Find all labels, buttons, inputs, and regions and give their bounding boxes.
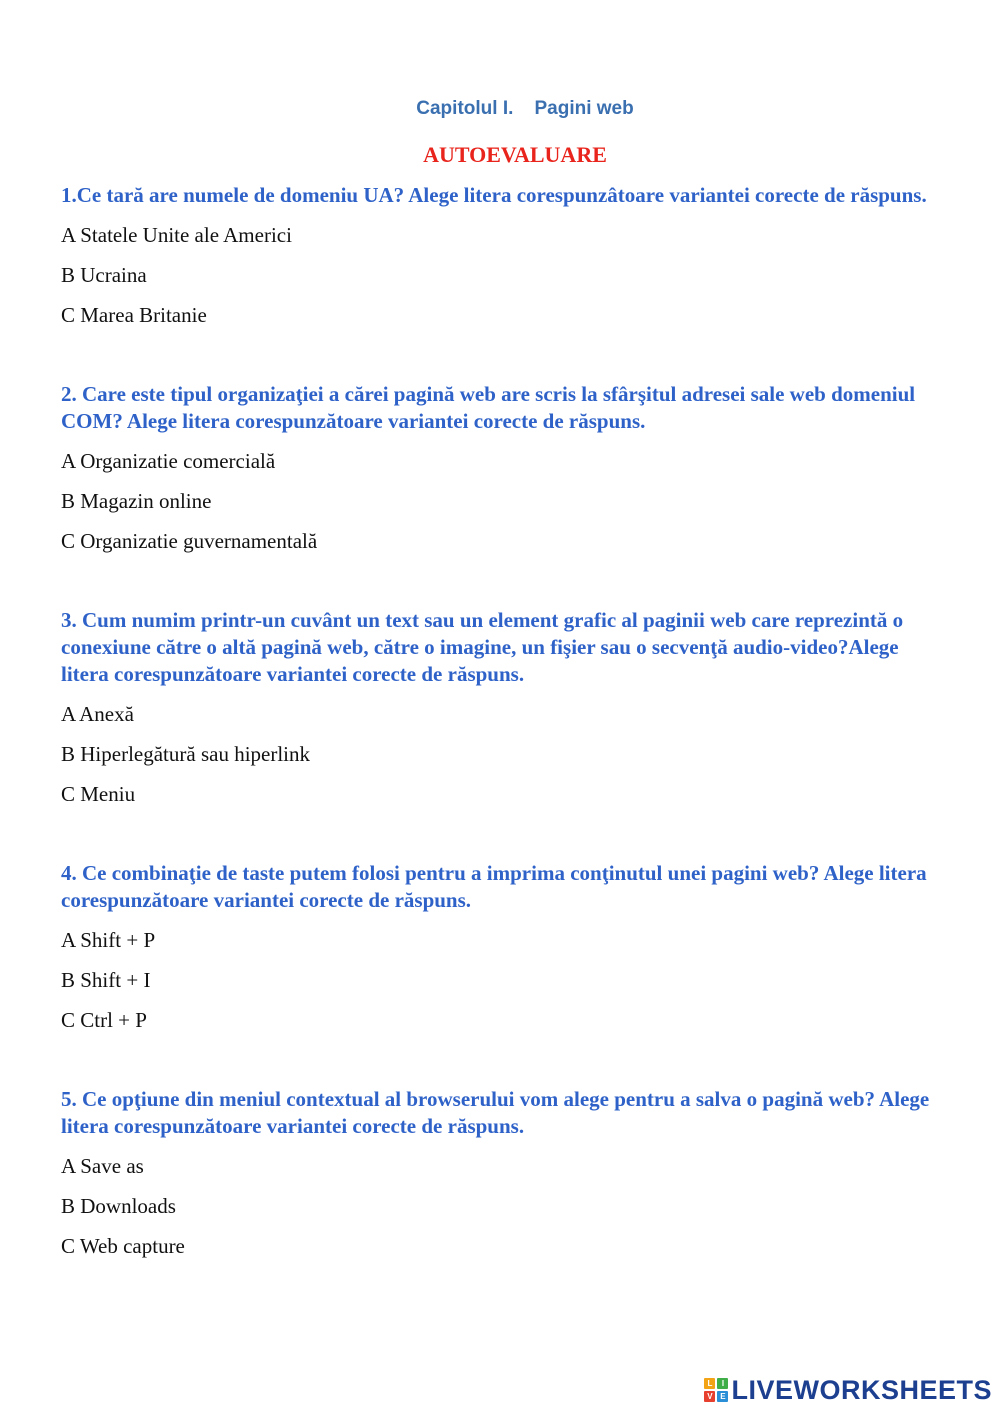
answer-option-b[interactable]: B Magazin online <box>61 489 212 513</box>
answer-option-a[interactable]: A Organizatie comercială <box>61 449 276 473</box>
chapter-heading: Capitolul I. Pagini web <box>416 98 634 119</box>
answer-option-b[interactable]: B Shift + I <box>61 968 151 992</box>
answer-option-a[interactable]: A Save as <box>61 1154 144 1178</box>
liveworksheets-logo-icon <box>704 1378 728 1402</box>
answer-option-b[interactable]: B Downloads <box>61 1194 176 1218</box>
liveworksheets-logo <box>704 1373 992 1407</box>
logo-block-l: L <box>704 1378 715 1389</box>
question-text: 5. Ce opţiune din meniul contextual al browserului vom alege pentru a salva o pagină web? Alege litera corespunzătoare variantei corecte de răspuns. <box>61 1087 930 1138</box>
answer-option-c[interactable]: C Marea Britanie <box>61 303 207 327</box>
answer-option-c[interactable]: C Meniu <box>61 782 136 806</box>
question-text: 3. Cum numim printr-un cuvânt un text sau un element grafic al paginii web care reprezintă o conexiune către o altă pagină web, către o imagine, un fişier sau o secvenţă audio-video?Alege litera corespunzătoare variantei corecte de răspuns. <box>61 608 904 686</box>
answer-option-c[interactable]: C Organizatie guvernamentală <box>61 529 318 553</box>
answer-option-a[interactable]: A Statele Unite ale Americi <box>61 223 292 247</box>
logo-block-i: I <box>717 1378 728 1389</box>
page-title: AUTOEVALUARE <box>423 142 607 167</box>
question-list <box>61 182 941 1312</box>
answer-option-b[interactable]: B Ucraina <box>61 263 147 287</box>
question-1 <box>61 182 941 329</box>
liveworksheets-logo-text: LIVEWORKSHEETS <box>731 1374 992 1405</box>
answer-option-a[interactable]: A Shift + P <box>61 928 156 952</box>
logo-block-v: V <box>704 1391 715 1402</box>
question-text: 4. Ce combinaţie de taste putem folosi pentru a imprima conţinutul unei pagini web? Alege litera corespunzătoare variantei corecte de răspuns. <box>61 861 927 912</box>
question-2 <box>61 381 941 555</box>
question-text: 2. Care este tipul organizaţiei a cărei pagină web are scris la sfârşitul adresei sale web domeniul COM? Alege litera corespunzătoare variantei corecte de răspuns. <box>61 382 916 433</box>
answer-option-c[interactable]: C Web capture <box>61 1234 185 1258</box>
answer-option-c[interactable]: C Ctrl + P <box>61 1008 147 1032</box>
answer-option-b[interactable]: B Hiperlegătură sau hiperlink <box>61 742 311 766</box>
logo-block-e: E <box>717 1391 728 1402</box>
answer-option-a[interactable]: A Anexă <box>61 702 134 726</box>
question-4 <box>61 860 941 1034</box>
question-text: 1.Ce tară are numele de domeniu UA? Alege litera corespunzâtoare variantei corecte de răspuns. <box>61 183 927 207</box>
question-5 <box>61 1086 941 1260</box>
question-3 <box>61 607 941 808</box>
